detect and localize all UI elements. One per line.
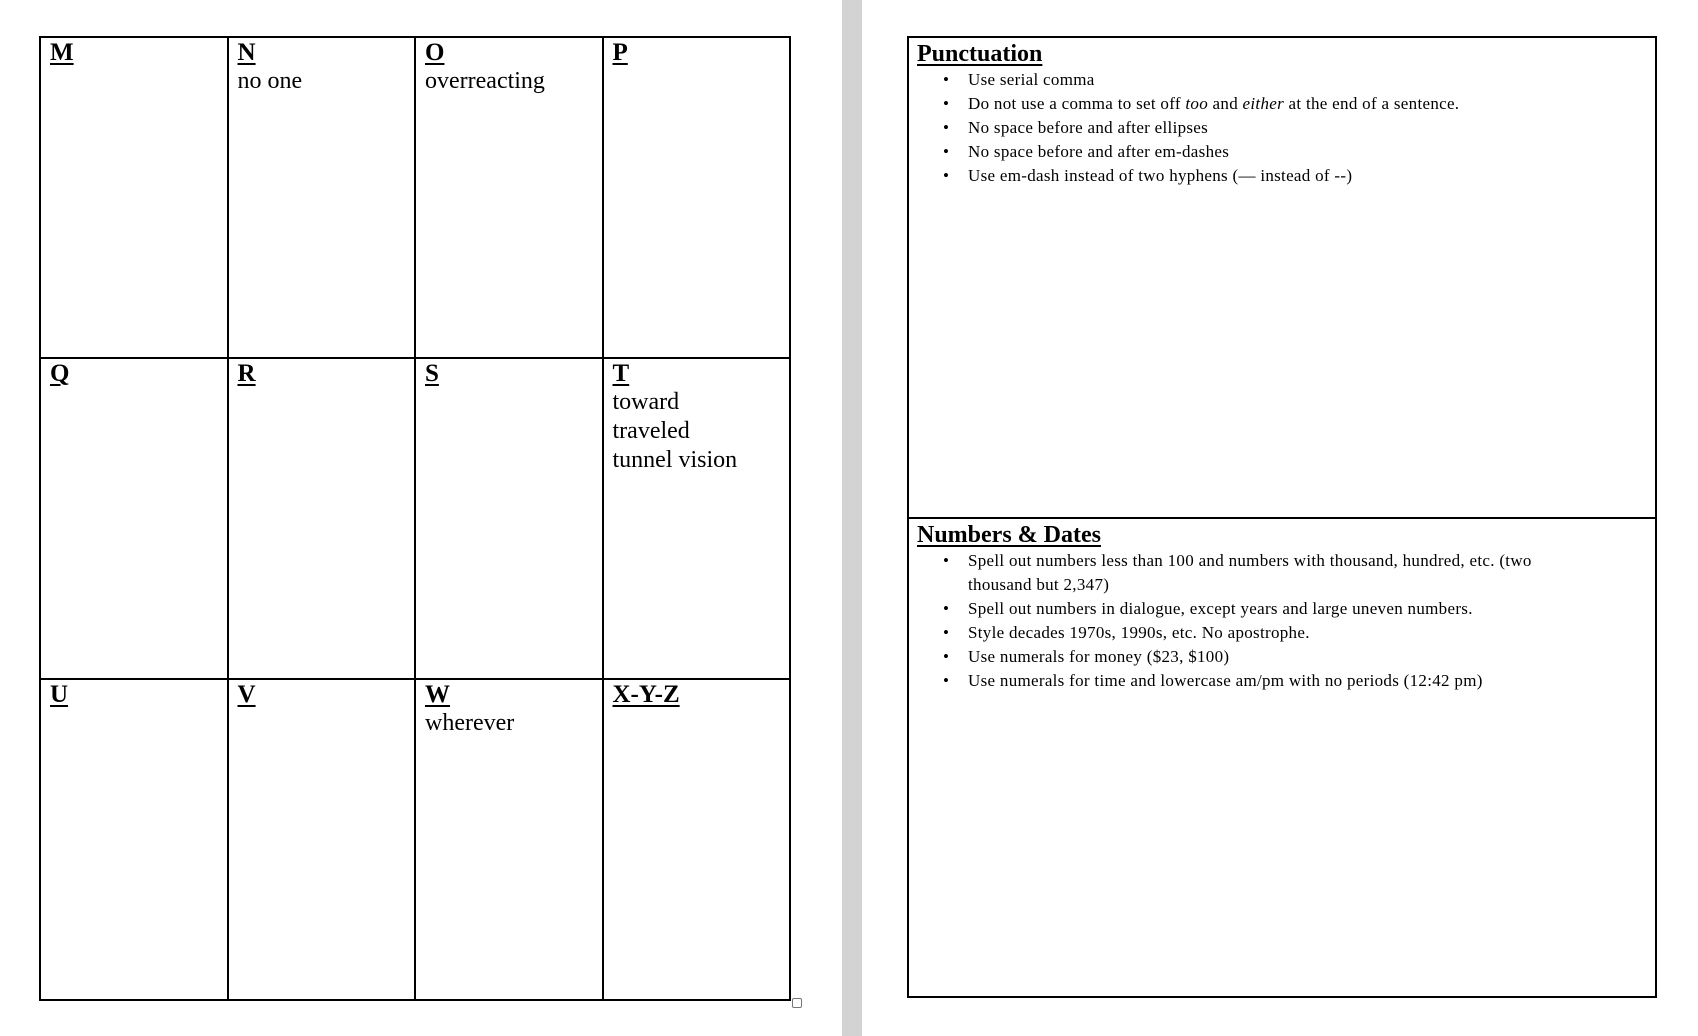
rule-list-item [909,669,1655,693]
table-row [40,679,790,1000]
rule-text [968,94,1459,113]
rule-text [968,647,1229,666]
bullet-icon: • [943,142,950,161]
rule-text-part: No space before and after ellipses [968,118,1209,137]
bullet-icon: • [943,166,950,185]
rule-text-part: and [1208,94,1243,113]
rule-text-part: Spell out numbers less than 100 and numbers with thousand, hundred, etc. (two thousand but 2,347) [968,551,1532,594]
rule-list-item [909,597,1655,621]
cell-letter-heading: O [425,39,445,66]
cell-letter-heading: W [425,681,450,708]
rule-list-item [909,92,1655,116]
numbers-dates-section [907,517,1657,998]
table-cell-q[interactable] [40,358,228,679]
cell-letter-heading: U [50,681,69,708]
rule-text-part: at the end of a sentence. [1284,94,1460,113]
cell-letter-heading: P [612,39,628,66]
rule-text [968,551,1532,594]
cell-word-entry: wherever [425,710,515,736]
rule-text-part: Do not use a comma to set off [968,94,1186,113]
rule-text-part: Use serial comma [968,70,1095,89]
bullet-icon: • [943,623,950,642]
bullet-icon: • [943,70,950,89]
rule-list-item [909,116,1655,140]
table-row [40,37,790,358]
table-cell-w[interactable] [415,679,603,1000]
document-page-left [0,0,842,1036]
punctuation-rules-list [909,68,1655,188]
bullet-icon: • [943,94,950,113]
table-cell-o[interactable] [415,37,603,358]
table-resize-handle[interactable] [792,998,802,1008]
cell-word-entry: toward [612,389,680,415]
table-cell-m[interactable] [40,37,228,358]
bullet-icon: • [943,671,950,690]
rule-text [968,599,1473,618]
punctuation-heading[interactable]: Punctuation [917,41,1043,67]
table-cell-v[interactable] [228,679,416,1000]
rule-text-part: Style decades 1970s, 1990s, etc. No apostrophe. [968,623,1310,642]
rule-list-item [909,164,1655,188]
rule-list-item [909,68,1655,92]
cell-letter-heading: S [425,360,439,387]
rule-list-item [909,549,1655,597]
rule-text [968,70,1095,89]
rule-text [968,623,1310,642]
rule-text-part: Use em-dash instead of two hyphens (— instead of --) [968,166,1353,185]
table-cell-u[interactable] [40,679,228,1000]
cell-letter-heading: N [237,39,256,66]
table-row [40,358,790,679]
punctuation-section [907,36,1657,519]
rule-text-italic: either [1242,94,1284,113]
rule-text-part: No space before and after em-dashes [968,142,1230,161]
table-cell-r[interactable] [228,358,416,679]
bullet-icon: • [943,647,950,666]
cell-word-entry: no one [237,68,303,94]
table-cell-p[interactable] [603,37,791,358]
cell-word-entry: tunnel vision [612,447,738,473]
table-cell-s[interactable] [415,358,603,679]
cell-letter-heading: T [612,360,630,387]
bullet-icon: • [943,551,950,570]
cell-letter-heading: M [50,39,74,66]
table-cell-t[interactable] [603,358,791,679]
rule-text-italic: too [1185,94,1208,113]
rule-text-part: Use numerals for time and lowercase am/pm with no periods (12:42 pm) [968,671,1483,690]
cell-word-entry: traveled [612,418,690,444]
cell-letter-heading: X-Y-Z [612,681,680,708]
bullet-icon: • [943,118,950,137]
rule-text-part: Use numerals for money ($23, $100) [968,647,1230,666]
cell-letter-heading: V [237,681,256,708]
rule-text [968,166,1352,185]
cell-letter-heading: R [237,360,256,387]
rule-list-item [909,645,1655,669]
bullet-icon: • [943,599,950,618]
numbers-dates-rules-list [909,549,1655,693]
table-cell-x-y-z[interactable] [603,679,791,1000]
rule-text [968,671,1483,690]
rule-list-item [909,140,1655,164]
alphabet-word-table [39,36,791,1001]
numbers-dates-heading[interactable]: Numbers & Dates [917,522,1101,548]
rule-list-item [909,621,1655,645]
table-cell-n[interactable] [228,37,416,358]
rule-text [968,118,1208,137]
cell-word-entry: overreacting [425,68,545,94]
rule-text-part: Spell out numbers in dialogue, except years and large uneven numbers. [968,599,1473,618]
cell-letter-heading: Q [50,360,70,387]
page-separator [842,0,862,1036]
rule-text [968,142,1229,161]
